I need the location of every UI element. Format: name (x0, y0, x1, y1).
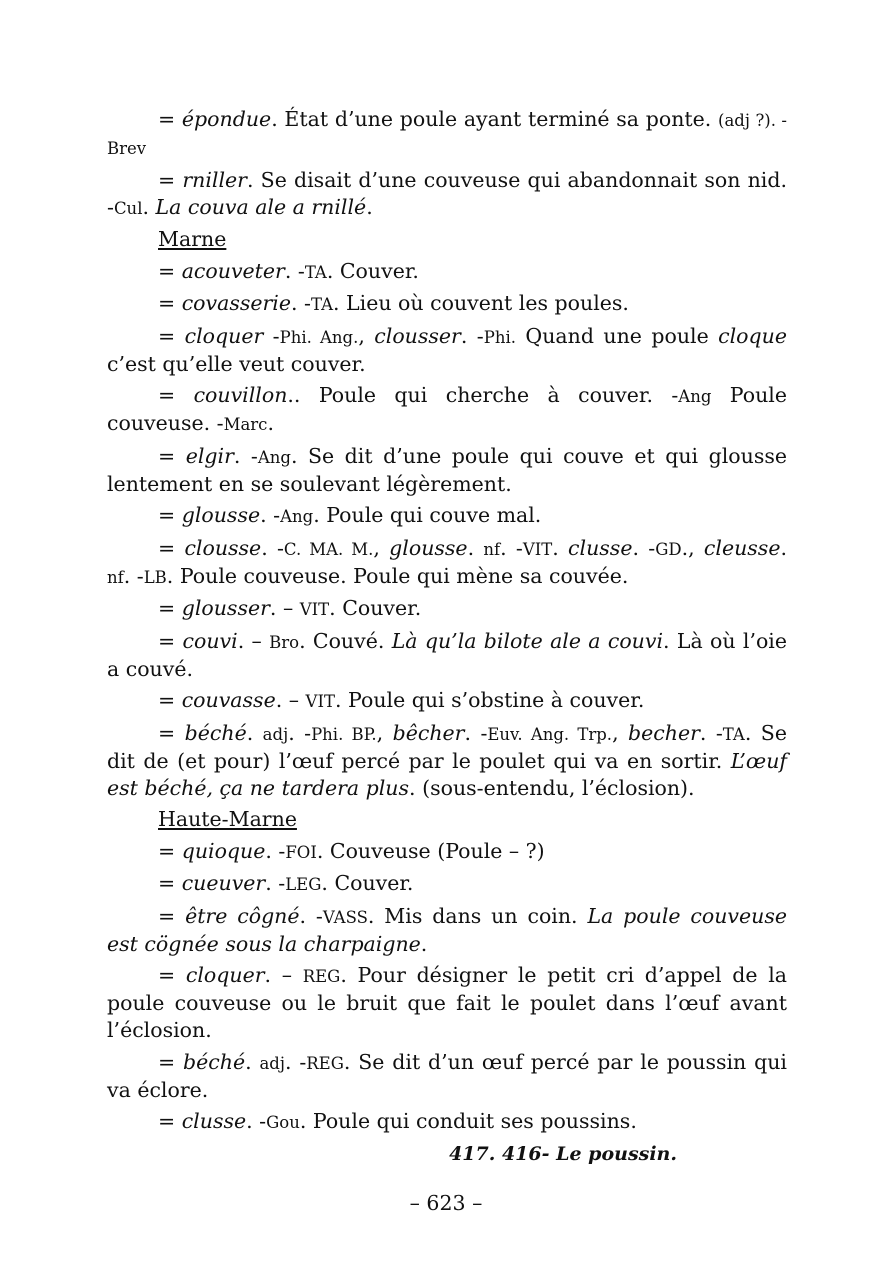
definition-text: , (376, 720, 393, 745)
headword: glousse (181, 503, 261, 527)
source-abbrev: (adj ?). -Brev (107, 111, 788, 158)
definition-text: Poule couveuse. - (107, 383, 787, 435)
entry-prefix: = (158, 838, 182, 863)
source-abbrev: VASS (322, 907, 368, 927)
definition-text: . (552, 535, 569, 560)
headword-variant: becher (628, 720, 700, 745)
entry-prefix: = (158, 596, 182, 620)
definition-text: . - (246, 1109, 267, 1133)
page-number: – 623 – (409, 1191, 483, 1215)
definition-text: . - (288, 720, 312, 745)
definition-text: Quand une poule (516, 323, 719, 348)
definition-text: c’est qu’elle veut couver. (107, 351, 366, 376)
grammar-abbrev: adj (262, 724, 289, 744)
headword-variant: clusse (568, 535, 633, 560)
entry-clusse (107, 1108, 787, 1136)
headword: cloquer (184, 323, 264, 348)
headword-variant: cloque (718, 323, 787, 348)
definition-text: .. Poule qui cherche à couver. - (287, 383, 679, 407)
definition-text: . – (275, 688, 306, 712)
entry-prefix: = (158, 1049, 184, 1074)
source-abbrev: TA (722, 724, 745, 744)
definition-text: . - (284, 258, 305, 283)
entry-prefix: = (158, 720, 185, 745)
headword: épondue (181, 107, 272, 131)
entry-etre-cogne (107, 903, 787, 958)
definition-text: . – (264, 963, 303, 987)
source-abbrev: Euv. Ang. Trp. (487, 724, 613, 744)
entry-rniller (107, 167, 787, 222)
definition-text: . - (464, 720, 488, 745)
entry-clousse (107, 535, 787, 591)
entry-prefix: = (158, 291, 182, 315)
definition-text: . (142, 194, 156, 219)
entry-acouveter (107, 258, 787, 286)
definition-text: . Là où l’oie a couvé. (107, 628, 787, 681)
grammar-abbrev: adj (259, 1053, 285, 1073)
source-abbrev: C. MA. M. (283, 539, 374, 559)
definition-text: . - (260, 503, 281, 527)
source-abbrev: VIT (305, 692, 335, 711)
entry-glousser (107, 595, 787, 623)
definition-text: . - (500, 535, 523, 560)
source-abbrev: FOI (285, 842, 317, 862)
definition-text: . Lieu où couvent les poules. (333, 291, 629, 315)
entry-beche-marne (107, 720, 787, 802)
source-abbrev: VIT (299, 600, 330, 619)
entry-prefix: = (158, 963, 186, 987)
headword: couvi (182, 628, 238, 653)
definition-text: , (358, 323, 375, 348)
definition-text: . (780, 535, 787, 560)
definition-text: . Poule couveuse. Poule qui mène sa couvée. (166, 563, 629, 588)
headword: béché (184, 720, 247, 745)
entry-couvillon (107, 382, 787, 438)
headword: couvasse (181, 688, 276, 712)
definition-text: . - (284, 1049, 307, 1074)
definition-text: . Se disait d’une couveuse qui abandonnait son nid. - (107, 167, 788, 219)
entry-couvasse (107, 687, 787, 715)
definition-text: . - (233, 443, 258, 468)
entry-cueuver (107, 870, 787, 898)
entry-beche-reg (107, 1049, 787, 1104)
definition-text: . (sous-entendu, l’éclosion). (409, 775, 695, 800)
definition-text: . - (265, 871, 286, 895)
source-abbrev: Ang (678, 387, 712, 406)
entry-prefix: = (158, 443, 186, 468)
definition-text: , (373, 535, 390, 560)
entry-prefix: = (158, 628, 183, 653)
entry-quioque (107, 838, 787, 866)
definition-text: . Couveuse (Poule – ?) (316, 838, 545, 863)
grammar-abbrev: nf (483, 539, 501, 559)
headword-variant: bêcher (392, 720, 465, 745)
headword: couvillon (193, 383, 288, 407)
headword: elgir (185, 443, 234, 468)
definition-text: . Couver. (329, 596, 422, 620)
definition-text: . Se dit d’une poule qui couve et qui glousse lentement en se soulevant légèrement. (107, 443, 787, 496)
definition-text: . Poule qui conduit ses poussins. (299, 1109, 637, 1133)
entry-epondue (107, 106, 787, 162)
region-heading-marne: Marne (158, 227, 227, 251)
headword-variant: glousse (389, 535, 468, 560)
definition-text: . (246, 720, 263, 745)
entry-covasserie (107, 290, 787, 318)
definition-text: . - (291, 291, 311, 315)
definition-text: . Poule qui s’obstine à couver. (334, 688, 645, 712)
definition-text: . État d’une poule ayant terminé sa ponte. (271, 107, 719, 131)
definition-text: . Couver. (321, 871, 414, 895)
source-abbrev: TA (304, 262, 327, 282)
entry-prefix: = (158, 167, 183, 192)
headword: rniller (182, 167, 247, 192)
source-abbrev: TA (310, 295, 333, 314)
headword: acouveter (181, 258, 285, 283)
source-abbrev: LEG (285, 875, 322, 894)
definition-text: . Se dit de (et pour) l’œuf percé par le poulet qui va en sortir. (107, 720, 787, 773)
definition-text: . Se dit d’un œuf percé par le poussin qui va éclore. (107, 1049, 787, 1102)
definition-text: . Couvé. (299, 628, 392, 653)
source-abbrev: Marc (223, 415, 268, 434)
definition-text: . – (237, 628, 270, 653)
entry-prefix: = (158, 107, 182, 131)
source-abbrev: REG (306, 1053, 344, 1073)
grammar-abbrev: nf (107, 567, 124, 587)
entry-cloquer (107, 323, 787, 378)
entry-cloquer-reg (107, 962, 787, 1044)
definition-text: . – (269, 596, 300, 620)
source-abbrev: Gou (266, 1113, 300, 1132)
source-abbrev: Phi. Ang. (279, 327, 359, 347)
headword-variant: clousser (374, 323, 461, 348)
example-sentence: La poule couveuse est cögnée sous la charpaigne (107, 903, 787, 956)
headword: covasserie (181, 291, 291, 315)
source-abbrev: Bro (269, 632, 300, 652)
entry-prefix: = (158, 903, 186, 928)
definition-text: . Pour désigner le petit cri d’appel de la poule couveuse ou le bruit que fait le poulet dans l’œuf avant l’éclosion. (107, 963, 787, 1042)
entry-prefix: = (158, 535, 185, 560)
entry-prefix: = (158, 503, 182, 527)
entry-prefix: = (158, 323, 185, 348)
definition-text: . (366, 194, 373, 219)
definition-text: . - (265, 838, 286, 863)
source-abbrev: Phi. (483, 327, 516, 347)
entry-elgir (107, 443, 787, 498)
headword: clusse (181, 1109, 247, 1133)
source-abbrev: VIT (522, 539, 553, 559)
definition-text: . - (632, 535, 656, 560)
entry-prefix: = (158, 688, 182, 712)
headword: béché (183, 1049, 246, 1074)
definition-text: . - (123, 563, 144, 588)
source-abbrev: REG (302, 967, 341, 986)
entry-prefix: = (158, 258, 182, 283)
entry-prefix: = (158, 871, 182, 895)
section-heading: 417. 416- Le poussin. (449, 1142, 677, 1165)
headword: quioque (181, 838, 266, 863)
definition-text: . Poule qui couve mal. (313, 503, 542, 527)
headword-variant: cleusse (703, 535, 781, 560)
definition-text: , (612, 720, 629, 745)
source-abbrev: Ang (257, 447, 291, 467)
definition-text: . (245, 1049, 260, 1074)
headword: clousse (184, 535, 262, 560)
example-sentence: La couva ale a rnillé (155, 194, 367, 219)
example-sentence: L’œuf est béché, ça ne tardera plus (107, 748, 787, 800)
entry-prefix: = (158, 1109, 182, 1133)
example-sentence: Là qu’la bilote ale a couvi (391, 628, 664, 653)
entry-prefix: = (158, 383, 194, 407)
definition-text: . (267, 411, 274, 435)
entry-couvi (107, 628, 787, 683)
definition-text: . - (261, 535, 284, 560)
region-heading-haute-marne: Haute-Marne (158, 807, 297, 831)
source-abbrev: Cul (113, 198, 143, 218)
definition-text: . (467, 535, 484, 560)
source-abbrev: LB (143, 567, 167, 587)
definition-text: . Mis dans un coin. (367, 903, 588, 928)
entry-glousse (107, 502, 787, 530)
headword: être côgné (185, 903, 300, 928)
document-page (107, 106, 787, 1168)
source-abbrev: Ang (280, 507, 314, 526)
headword: glousser (181, 596, 270, 620)
definition-text: ., (681, 535, 704, 560)
definition-text: . (420, 931, 428, 956)
definition-text: . Couver. (326, 258, 419, 283)
source-abbrev: GD (655, 539, 682, 559)
headword: cloquer (185, 963, 265, 987)
definition-text: . - (460, 323, 484, 348)
definition-text: - (263, 323, 280, 348)
definition-text: . - (299, 903, 323, 928)
source-abbrev: Phi. BP. (311, 724, 377, 744)
headword: cueuver (181, 871, 266, 895)
definition-text: . - (699, 720, 723, 745)
